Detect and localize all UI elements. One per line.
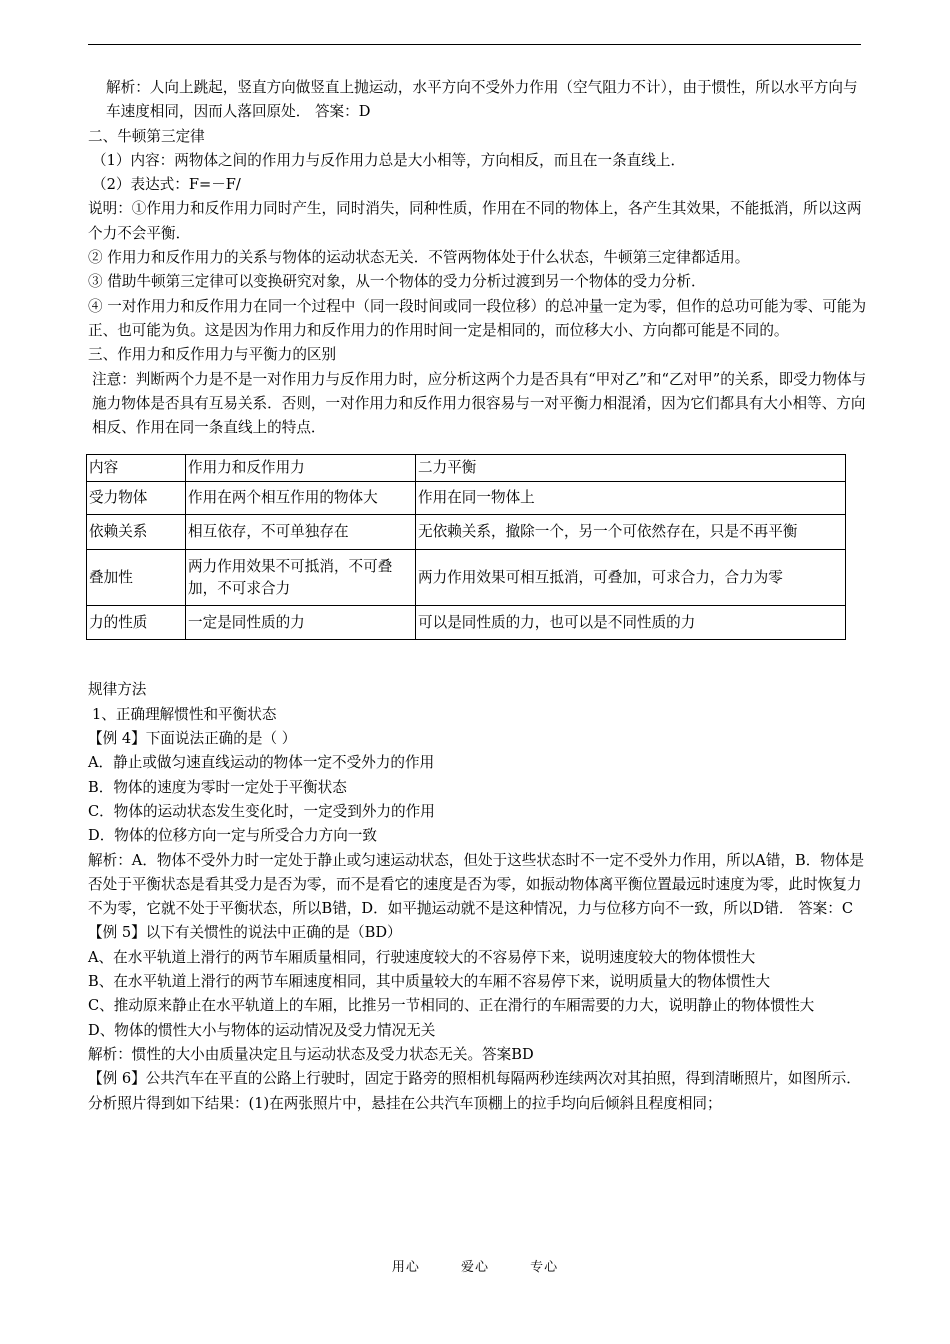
note-3: ③ 借助牛顿第三定律可以变换研究对象，从一个物体的受力分析过渡到另一个物体的受力分析． (88, 273, 706, 291)
table-cell: 可以是同性质的力，也可以是不同性质的力 (416, 606, 846, 640)
table-cell: 力的性质 (87, 606, 186, 640)
section-heading-difference: 三、作用力和反作用力与平衡力的区别 (88, 346, 337, 364)
table-row (87, 515, 846, 550)
table-cell: 一定是同性质的力 (186, 606, 416, 640)
example-4-option-d: D．物体的位移方向一定与所受合力方向一致 (88, 827, 377, 845)
table-cell: 作用在同一物体上 (416, 482, 846, 515)
law-expression: （2）表达式：F=－F/ (92, 176, 241, 194)
footer-text: 专心 (530, 1260, 559, 1275)
example-5-option-c: C、推动原来静止在水平轨道上的车厢，比推另一节相同的、正在滑行的车厢需要的力大，说明静止的物体惯性大 (88, 997, 815, 1015)
table-row (87, 455, 846, 482)
example-5-analysis: 解析：惯性的大小由质量决定且与运动状态及受力状态无关。答案BD (88, 1045, 534, 1063)
section-heading-newton-third-law: 二、牛顿第三定律 (88, 127, 205, 145)
table-cell: 作用在两个相互作用的物体大 (186, 482, 416, 515)
example-6-question: 【例 6】公共汽车在平直的公路上行驶时，固定于路旁的照相机每隔两秒连续两次对其拍照，得到清晰照片，如图所示．分析照片得到如下结果：(1)在两张照片中，悬挂在公共汽车顶棚上的拉手均向后倾斜且程度相同； (88, 1070, 861, 1112)
table-cell: 叠加性 (87, 550, 186, 606)
law-content: （1）内容：两物体之间的作用力与反作用力总是大小相等，方向相反，而且在一条直线上． (92, 151, 686, 169)
footer-text: 用心 (391, 1260, 420, 1275)
table-row (87, 550, 846, 606)
example-4-question: 【例 4】下面说法正确的是（ ） (88, 730, 297, 748)
example-4-option-a: A．静止或做匀速直线运动的物体一定不受外力的作用 (88, 754, 435, 772)
page-footer (0, 1256, 950, 1275)
example-4-option-b: B．物体的速度为零时一定处于平衡状态 (88, 778, 347, 796)
table-cell: 受力物体 (87, 482, 186, 515)
example-5-option-a: A、在水平轨道上滑行的两节车厢质量相同，行驶速度较大的不容易停下来，说明速度较大的物体惯性大 (88, 948, 756, 966)
table-cell: 相互依存，不可单独存在 (186, 515, 416, 550)
example-5-question: 【例 5】以下有关惯性的说法中正确的是（BD） (88, 924, 402, 942)
footer-text: 爱心 (460, 1260, 489, 1275)
table-cell: 无依赖关系，撤除一个，另一个可依然存在，只是不再平衡 (416, 515, 846, 550)
subsection-heading: 1、正确理解惯性和平衡状态 (92, 705, 277, 723)
table-cell: 依赖关系 (87, 515, 186, 550)
section-heading-methods: 规律方法 (88, 681, 147, 699)
table-cell: 两力作用效果不可抵消，不可叠加，不可求合力 (186, 550, 416, 606)
example-5-option-b: B、在水平轨道上滑行的两节车厢速度相同，其中质量较大的车厢不容易停下来，说明质量大的物体惯性大 (88, 973, 771, 991)
comparison-table (86, 454, 846, 640)
note-1: 说明：①作用力和反作用力同时产生，同时消失，同种性质，作用在不同的物体上，各产生其效果，不能抵消，所以这两个力不会平衡． (88, 200, 862, 242)
example-4-option-c: C．物体的运动状态发生变化时，一定受到外力的作用 (88, 802, 435, 820)
note-4: ④ 一对作用力和反作用力在同一个过程中（同一段时间或同一段位移）的总冲量一定为零，但作的总功可能为零、可能为正、也可能为负。这是因为作用力和反作用力的作用时间一定是相同的，而位移大小、方向都可能是不同的。 (88, 297, 867, 339)
table-row (87, 482, 846, 515)
table-cell: 作用力和反作用力 (186, 455, 416, 482)
table-cell: 内容 (87, 455, 186, 482)
example-5-option-d: D、物体的惯性大小与物体的运动情况及受力情况无关 (88, 1021, 436, 1039)
analysis-paragraph: 解析：人向上跳起，竖直方向做竖直上抛运动，水平方向不受外力作用（空气阻力不计），由于惯性，所以水平方向与车速度相同，因而人落回原处． 答案：D (106, 79, 858, 121)
header-rule (88, 44, 861, 45)
table-row (87, 606, 846, 640)
note-2: ② 作用力和反作用力的关系与物体的运动状态无关．不管两物体处于什么状态，牛顿第三定律都适用。 (88, 249, 750, 267)
table-cell: 两力作用效果可相互抵消，可叠加，可求合力，合力为零 (416, 550, 846, 606)
table-cell: 二力平衡 (416, 455, 846, 482)
document-body (88, 76, 872, 1116)
example-4-analysis: 解析：A．物体不受外力时一定处于静止或匀速运动状态，但处于这些状态时不一定不受外力作用，所以A错，B．物体是否处于平衡状态是看其受力是否为零，而不是看它的速度是否为零，如振动物体离平衡位置最远时速度为零，此时恢复力不为零，它就不处于平衡状态，所以B错，D．如平抛运动就不是这种情况，力与位移方向不一致，所以D错． 答案：C (88, 851, 865, 918)
attention-paragraph: 注意：判断两个力是不是一对作用力与反作用力时，应分析这两个力是否具有“甲对乙”和“乙对甲”的关系，即受力物体与施力物体是否具有互易关系．否则，一对作用力和反作用力很容易与一对平衡力相混淆，因为它们都具有大小相等、方向相反、作用在同一条直线上的特点． (92, 370, 867, 437)
